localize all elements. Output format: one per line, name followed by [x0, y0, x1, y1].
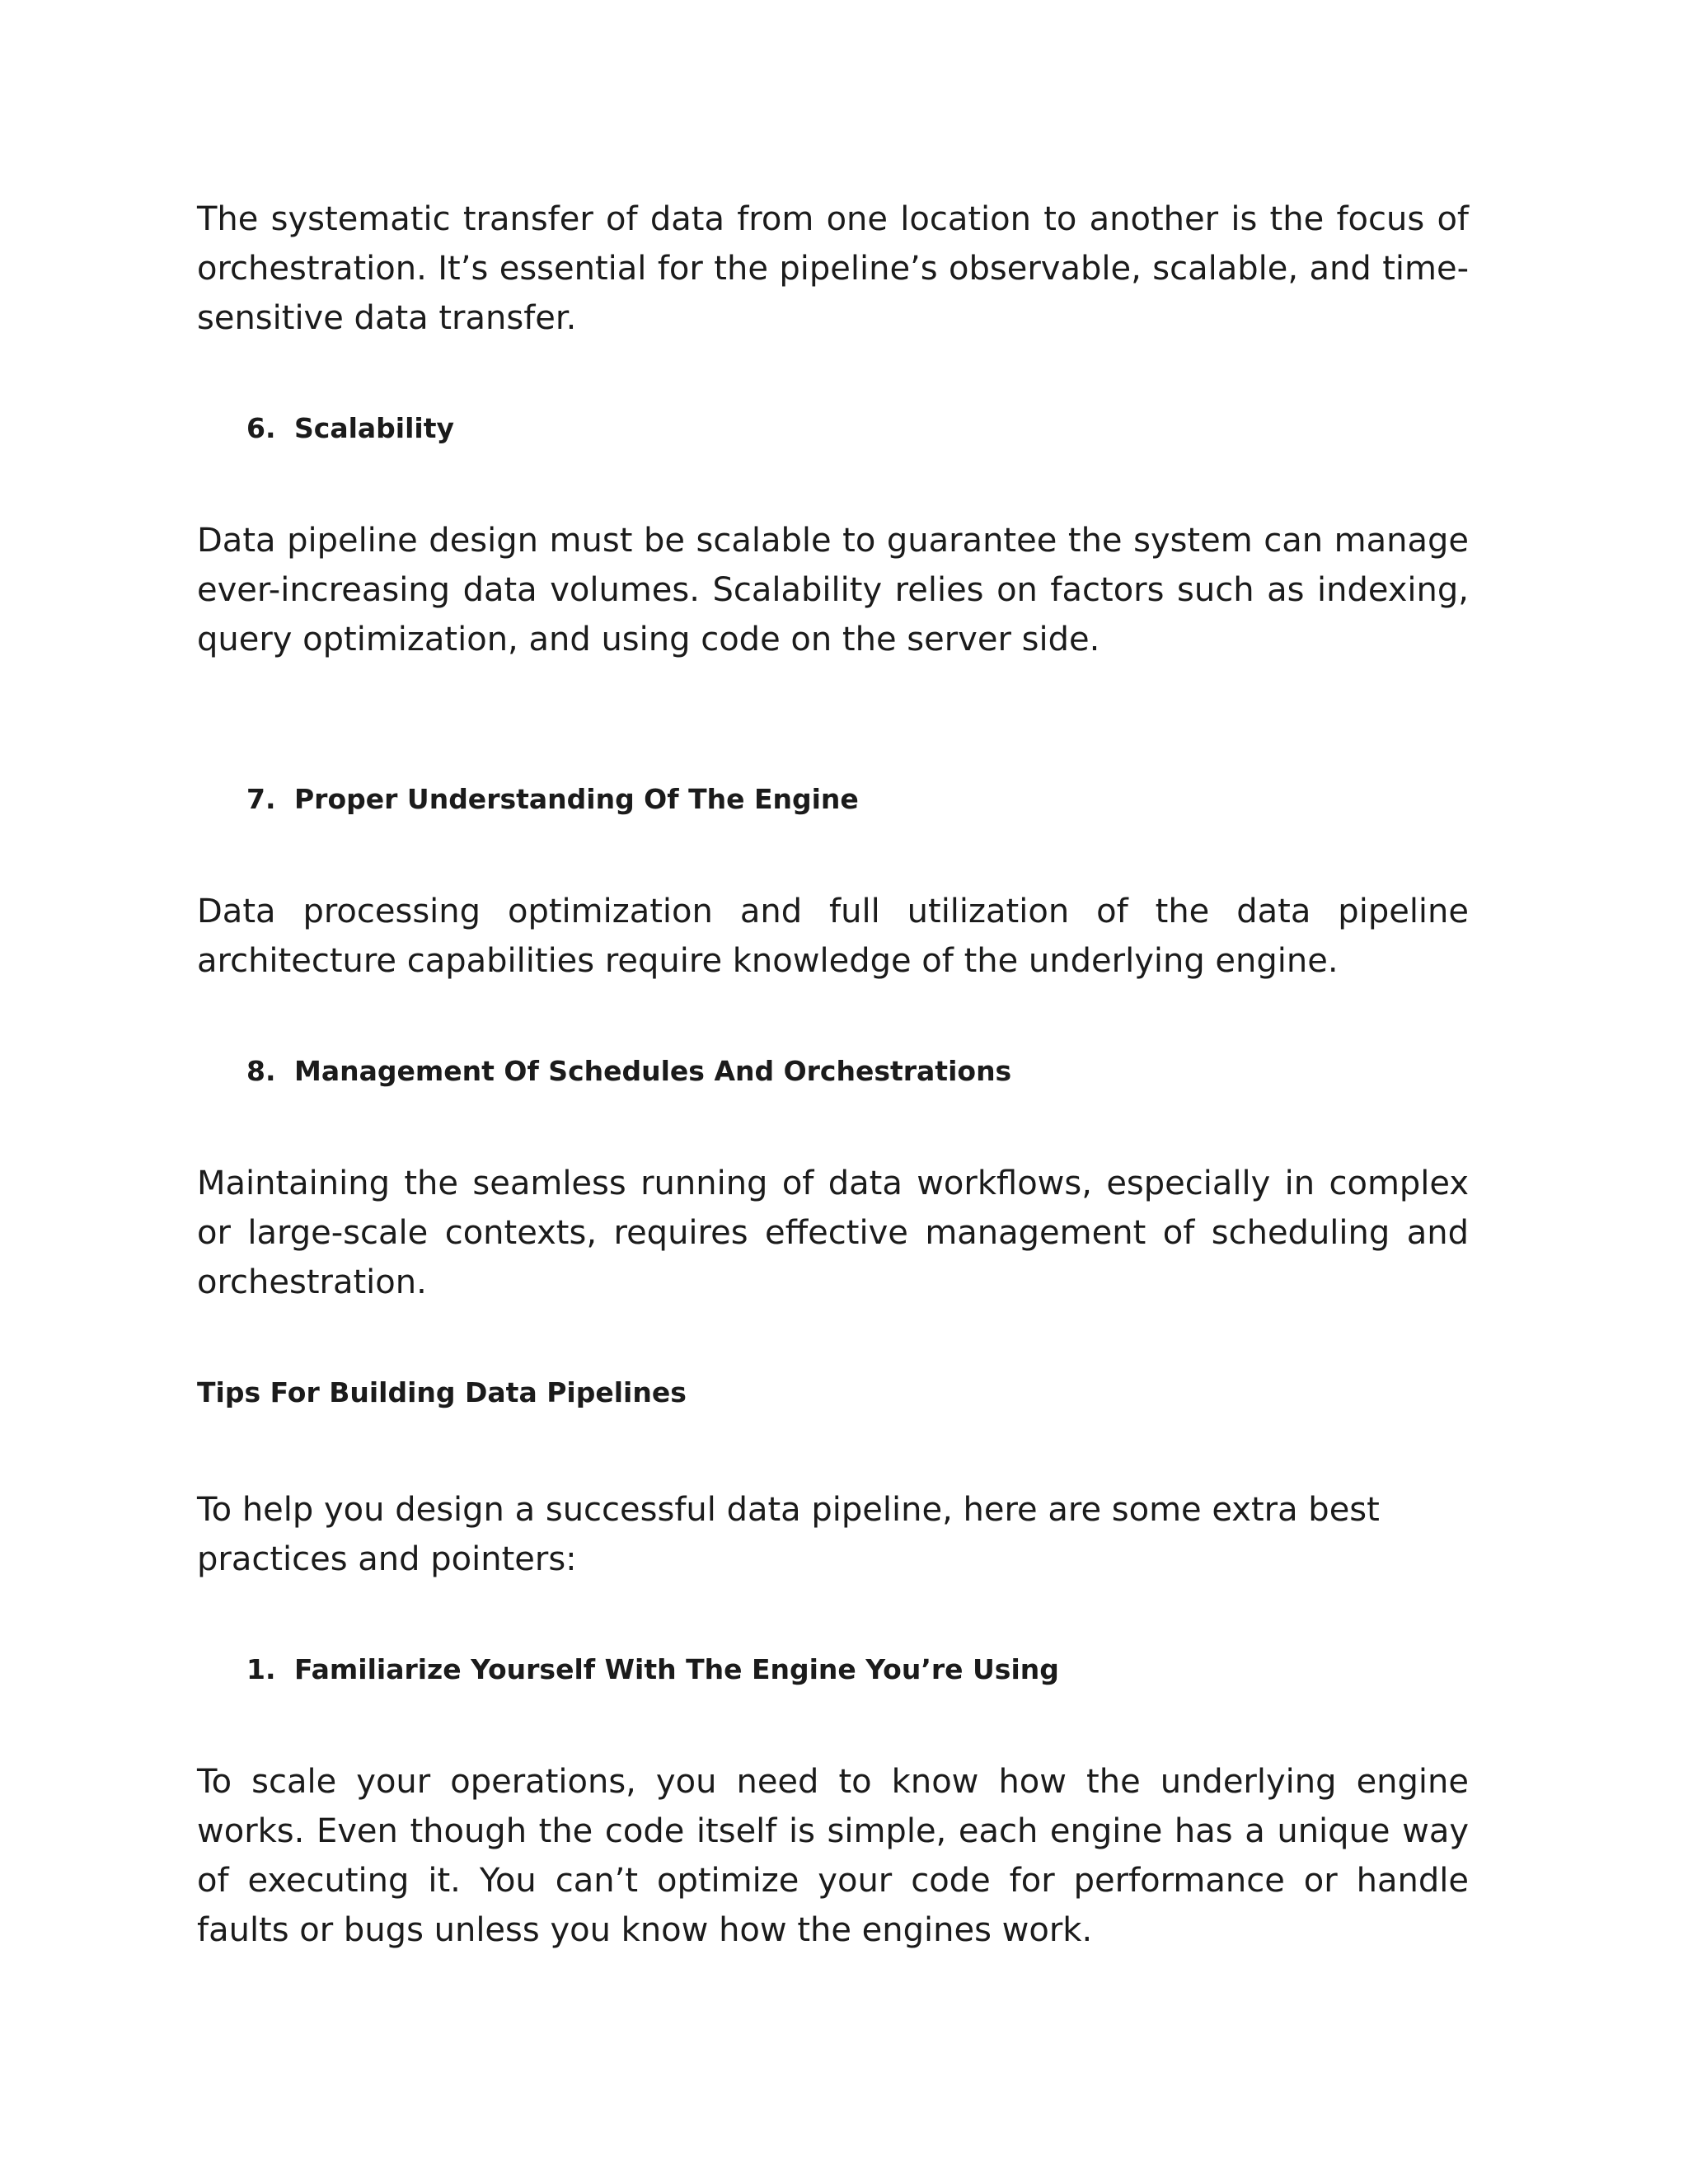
- paragraph-schedules: Maintaining the seamless running of data workflows, especially in complex or large-scale contexts, requires effective management of scheduling and orchestration.: [197, 1165, 1469, 1301]
- list-heading-engine-understanding: [246, 783, 859, 816]
- list-heading-label: Management Of Schedules And Orchestrations: [294, 1055, 1012, 1087]
- list-number: 6.: [246, 412, 276, 444]
- list-heading-scalability: [246, 412, 454, 445]
- list-heading-label: Scalability: [294, 412, 455, 444]
- list-number: 8.: [246, 1055, 276, 1087]
- list-heading-schedules: [246, 1055, 1011, 1088]
- list-number: 7.: [246, 783, 276, 815]
- list-heading-familiarize-engine: [246, 1653, 1059, 1686]
- section-heading-tips: Tips For Building Data Pipelines: [197, 1376, 687, 1408]
- list-number: 1.: [246, 1653, 276, 1685]
- paragraph-familiarize-engine: To scale your operations, you need to know how the underlying engine works. Even though the code itself is simple, each engine has a unique way of executing it. You can’t optimize your code for performance or handle faults or bugs unless you know how the engines work.: [197, 1763, 1469, 1949]
- paragraph-scalability: Data pipeline design must be scalable to guarantee the system can manage ever-increasing data volumes. Scalability relies on factors such as indexing, query optimization, and using code on the server side.: [197, 522, 1469, 658]
- list-heading-label: Proper Understanding Of The Engine: [294, 783, 859, 815]
- paragraph-engine-understanding: Data processing optimization and full utilization of the data pipeline architecture capabilities require knowledge of the underlying engine.: [197, 893, 1469, 980]
- paragraph-orchestration-intro: The systematic transfer of data from one location to another is the focus of orchestration. It’s essential for the pipeline’s observable, scalable, and time-sensitive data transfer.: [197, 200, 1469, 337]
- list-heading-label: Familiarize Yourself With The Engine You’re Using: [294, 1653, 1059, 1685]
- paragraph-tips-intro: To help you design a successful data pipeline, here are some extra best practices and pointers:: [197, 1491, 1380, 1578]
